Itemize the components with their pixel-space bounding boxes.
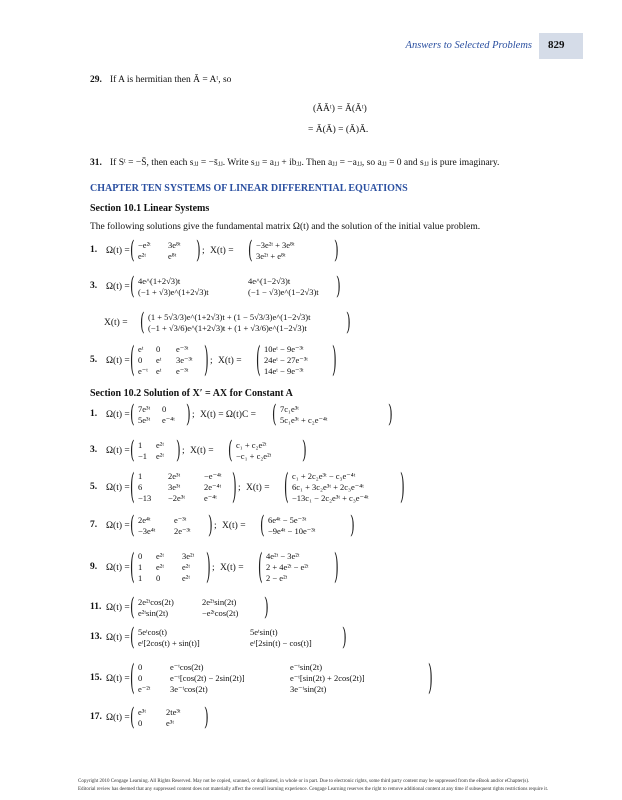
matrix-cell: 5eᵗsin(t) bbox=[250, 627, 278, 637]
matrix-cell: 6e⁴ᵗ − 5e⁻³ᵗ bbox=[268, 515, 307, 525]
matrix-right-paren: ) bbox=[302, 436, 307, 464]
matrix-cell: 2e⁻⁴ᵗ bbox=[204, 482, 222, 492]
matrix-cell: −13 bbox=[138, 493, 152, 503]
problem-number: 3. bbox=[90, 445, 98, 455]
matrix-left-paren: ( bbox=[130, 657, 135, 698]
copyright-line-2: Editorial review has deemed that any suppressed content does not materially affect the overall learning experience. Cengage Learning reserves the right to remove additional content at any time if subsequent rights restrictions require it. bbox=[78, 787, 549, 792]
matrix-cell: 2 − e²ᵗ bbox=[266, 573, 288, 583]
matrix-right-paren: ) bbox=[176, 436, 181, 464]
problem-31-text: If Sᵗ = −S̄, then each sⱼⱼ = −s̄ⱼⱼ. Write sⱼⱼ = aⱼⱼ + ibⱼⱼ. Then aⱼⱼ = −aⱼⱼ, so aⱼⱼ = 0 and sⱼⱼ is pure imaginary. bbox=[110, 158, 500, 168]
matrix-cell: 1 bbox=[138, 562, 143, 572]
matrix-cell: 0 bbox=[138, 718, 143, 728]
matrix-cell: −e²ᵗcos(2t) bbox=[202, 608, 239, 618]
omega-label: Ω(t) = bbox=[106, 355, 130, 366]
matrix-cell: 4e²ᵗ − 3e²ᵗ bbox=[266, 551, 300, 561]
matrix-left-paren: ( bbox=[130, 339, 135, 380]
matrix-cell: 3e⁸ᵗ bbox=[168, 240, 181, 250]
matrix-right-paren: ) bbox=[334, 236, 339, 264]
matrix-cell: 2e³ᵗ bbox=[168, 471, 181, 481]
matrix-cell: e⁻ᵗcos(2t) bbox=[170, 662, 204, 672]
matrix-cell: (−1 + √3/6)e^(1+2√3)t + (1 + √3/6)e^(1−2√3)t bbox=[148, 323, 307, 333]
matrix-right-paren: ) bbox=[336, 272, 341, 300]
chapter-title: CHAPTER TEN SYSTEMS OF LINEAR DIFFERENTIAL EQUATIONS bbox=[90, 183, 408, 194]
problem-29-equation-1: (ĀĀᵗ) = Ā(Āᵗ) bbox=[313, 104, 367, 114]
x-label: X(t) = bbox=[190, 446, 214, 456]
matrix-cell: e⁻⁴ᵗ bbox=[204, 493, 217, 503]
matrix-right-paren: ) bbox=[208, 511, 213, 539]
matrix-cell: c₁ + c₂e²ᵗ bbox=[236, 440, 267, 450]
copyright-line-1: Copyright 2010 Cengage Learning. All Rights Reserved. May not be copied, scanned, or duplicated, in whole or in part. Due to electronic rights, some third party content may be suppressed from the eBook and/or eChapter(s). bbox=[78, 779, 530, 784]
matrix-left-paren: ( bbox=[130, 546, 135, 587]
section-10-2-title: Section 10.2 Solution of X′ = AX for Constant A bbox=[90, 388, 293, 399]
matrix-left-paren: ( bbox=[130, 703, 135, 731]
matrix-left-paren: ( bbox=[272, 400, 277, 428]
separator: ; bbox=[202, 246, 205, 256]
matrix-cell: e²ᵗ bbox=[138, 251, 146, 261]
matrix-cell: 0 bbox=[138, 662, 143, 672]
matrix-cell: 2e²ᵗsin(2t) bbox=[202, 597, 237, 607]
matrix-cell: e⁻²ᵗ bbox=[138, 684, 151, 694]
matrix-cell: eᵗ bbox=[138, 344, 144, 354]
omega-label: Ω(t) = bbox=[106, 482, 130, 493]
matrix-cell: e²ᵗ bbox=[156, 440, 164, 450]
matrix-cell: 6c₁ + 3c₂e³ᵗ + 2c₃e⁻⁴ᵗ bbox=[292, 482, 364, 492]
matrix-right-paren: ) bbox=[204, 703, 209, 731]
matrix-left-paren: ( bbox=[130, 400, 135, 428]
matrix-left-paren: ( bbox=[258, 546, 263, 587]
matrix-cell: eᵗ bbox=[156, 355, 162, 365]
problem-number: 5. bbox=[90, 481, 98, 492]
problem-number: 17. bbox=[90, 712, 102, 722]
matrix-cell: 3e⁻³ᵗ bbox=[176, 355, 193, 365]
section-10-1-title: Section 10.1 Linear Systems bbox=[90, 203, 210, 214]
separator: ; bbox=[212, 562, 215, 573]
page-number: 829 bbox=[548, 39, 565, 51]
matrix-cell: e⁻³ᵗ bbox=[176, 344, 189, 354]
separator: ; bbox=[192, 410, 195, 420]
matrix-right-paren: ) bbox=[428, 657, 433, 698]
matrix-right-paren: ) bbox=[264, 593, 269, 621]
matrix-cell: 1 bbox=[138, 440, 143, 450]
omega-label: Ω(t) = bbox=[106, 603, 130, 613]
matrix-left-paren: ( bbox=[130, 436, 135, 464]
matrix-right-paren: ) bbox=[388, 400, 393, 428]
x-label: X(t) = bbox=[246, 482, 270, 493]
matrix-cell: −3e²ᵗ + 3e⁸ᵗ bbox=[256, 240, 295, 250]
matrix-cell: (1 + 5√3/3)e^(1+2√3)t + (1 − 5√3/3)e^(1−2√3)t bbox=[148, 312, 311, 322]
matrix-cell: eᵗ[2sin(t) − cos(t)] bbox=[250, 638, 312, 648]
x-label: X(t) = bbox=[218, 355, 242, 366]
matrix-cell: 14eᵗ − 9e⁻³ᵗ bbox=[264, 366, 304, 376]
separator: ; bbox=[182, 446, 185, 456]
matrix-cell: −13c₁ − 2c₂e³ᵗ + c₃e⁻⁴ᵗ bbox=[292, 493, 369, 503]
matrix-cell: eᵗ[2cos(t) + sin(t)] bbox=[138, 638, 200, 648]
matrix-cell: −3e⁴ᵗ bbox=[138, 526, 156, 536]
matrix-cell: 2e⁻³ᵗ bbox=[174, 526, 191, 536]
matrix-cell: e²ᵗsin(2t) bbox=[138, 608, 169, 618]
problem-number: 5. bbox=[90, 354, 98, 365]
matrix-left-paren: ( bbox=[130, 272, 135, 300]
matrix-left-paren: ( bbox=[130, 593, 135, 621]
matrix-cell: 0 bbox=[156, 344, 161, 354]
matrix-left-paren: ( bbox=[284, 466, 289, 507]
matrix-left-paren: ( bbox=[130, 466, 135, 507]
matrix-cell: −e⁻⁴ᵗ bbox=[204, 471, 222, 481]
matrix-cell: e⁻ᵗ[cos(2t) − 2sin(2t)] bbox=[170, 673, 245, 683]
matrix-left-paren: ( bbox=[256, 339, 261, 380]
matrix-cell: e²ᵗ bbox=[156, 551, 164, 561]
matrix-cell: 2 + 4e²ᵗ − e²ᵗ bbox=[266, 562, 309, 572]
separator: ; bbox=[238, 482, 241, 493]
matrix-cell: 4e^(1+2√3)t bbox=[138, 276, 181, 286]
omega-label: Ω(t) = bbox=[106, 633, 130, 643]
matrix-cell: 2te³ᵗ bbox=[166, 707, 181, 717]
matrix-cell: e²ᵗ bbox=[156, 562, 164, 572]
matrix-left-paren: ( bbox=[130, 623, 135, 651]
matrix-cell: e⁸ᵗ bbox=[168, 251, 177, 261]
matrix-cell: e³ᵗ bbox=[138, 707, 146, 717]
matrix-cell: 3e⁻ᵗsin(2t) bbox=[290, 684, 327, 694]
x-label: X(t) = bbox=[220, 562, 244, 573]
matrix-cell: e²ᵗ bbox=[182, 573, 190, 583]
matrix-right-paren: ) bbox=[206, 546, 211, 587]
problem-number: 1. bbox=[90, 409, 98, 419]
matrix-right-paren: ) bbox=[232, 466, 237, 507]
matrix-cell: c₁ + 2c₂e³ᵗ − c₃e⁻⁴ᵗ bbox=[292, 471, 356, 481]
matrix-cell: 5c₁e³ᵗ + c₂e⁻⁴ᵗ bbox=[280, 415, 328, 425]
matrix-cell: e³ᵗ bbox=[166, 718, 174, 728]
matrix-cell: −e²ᵗ bbox=[138, 240, 151, 250]
separator: ; bbox=[210, 355, 213, 366]
matrix-cell: 3e³ᵗ bbox=[168, 482, 181, 492]
matrix-cell: e⁻ᵗ bbox=[138, 366, 148, 376]
problem-number: 9. bbox=[90, 561, 98, 572]
x-label: X(t) = bbox=[210, 246, 234, 256]
matrix-right-paren: ) bbox=[346, 308, 351, 336]
matrix-left-paren: ( bbox=[260, 511, 265, 539]
matrix-cell: 0 bbox=[138, 673, 143, 683]
matrix-cell: 5eᵗcos(t) bbox=[138, 627, 168, 637]
omega-label: Ω(t) = bbox=[106, 282, 130, 292]
matrix-cell: (−1 + √3)e^(1+2√3)t bbox=[138, 287, 209, 297]
matrix-cell: e²ᵗ bbox=[182, 562, 190, 572]
matrix-left-paren: ( bbox=[228, 436, 233, 464]
problem-number: 3. bbox=[90, 281, 98, 291]
problem-number: 13. bbox=[90, 632, 102, 642]
x-label: X(t) = bbox=[222, 521, 246, 531]
matrix-cell: eᵗ bbox=[156, 366, 162, 376]
problem-number: 7. bbox=[90, 520, 98, 530]
matrix-cell: 1 bbox=[138, 573, 143, 583]
section-10-1-intro: The following solutions give the fundamental matrix Ω(t) and the solution of the initial value problem. bbox=[90, 222, 481, 232]
problem-number: 15. bbox=[90, 672, 102, 683]
matrix-left-paren: ( bbox=[248, 236, 253, 264]
matrix-cell: 0 bbox=[156, 573, 161, 583]
matrix-cell: 0 bbox=[138, 551, 143, 561]
omega-label: Ω(t) = bbox=[106, 673, 130, 684]
problem-31-number: 31. bbox=[90, 158, 102, 168]
matrix-cell: 3e²ᵗ + e⁸ᵗ bbox=[256, 251, 286, 261]
omega-label: Ω(t) = bbox=[106, 246, 130, 256]
matrix-cell: −9e⁴ᵗ − 10e⁻³ᵗ bbox=[268, 526, 316, 536]
problem-29-equation-2: = Ā(Ā) = (Ā)Ā. bbox=[308, 125, 369, 135]
problem-number: 11. bbox=[90, 602, 102, 612]
matrix-cell: 7c₁e³ᵗ bbox=[280, 404, 299, 414]
matrix-right-paren: ) bbox=[400, 466, 405, 507]
matrix-right-paren: ) bbox=[186, 400, 191, 428]
separator: ; bbox=[214, 521, 217, 531]
matrix-right-paren: ) bbox=[204, 339, 209, 380]
problem-29-number: 29. bbox=[90, 75, 102, 85]
matrix-cell: e⁻ᵗ[sin(2t) + 2cos(2t)] bbox=[290, 673, 365, 683]
matrix-cell: 10eᵗ − 9e⁻³ᵗ bbox=[264, 344, 304, 354]
matrix-cell: 7e³ᵗ bbox=[138, 404, 151, 414]
matrix-cell: 3e⁻ᵗcos(2t) bbox=[170, 684, 208, 694]
matrix-left-paren: ( bbox=[130, 511, 135, 539]
matrix-cell: 5e³ᵗ bbox=[138, 415, 151, 425]
problem-29-text: If A is hermitian then Ā = Aᵗ, so bbox=[110, 75, 232, 85]
omega-label: Ω(t) = bbox=[106, 562, 130, 573]
omega-label: Ω(t) = bbox=[106, 521, 130, 531]
problem-number: 1. bbox=[90, 245, 98, 255]
matrix-cell: 1 bbox=[138, 471, 143, 481]
matrix-cell: 0 bbox=[162, 404, 167, 414]
matrix-right-paren: ) bbox=[332, 339, 337, 380]
matrix-cell: e⁻⁴ᵗ bbox=[162, 415, 175, 425]
matrix-cell: 2e²ᵗcos(2t) bbox=[138, 597, 174, 607]
matrix-right-paren: ) bbox=[196, 236, 201, 264]
matrix-right-paren: ) bbox=[334, 546, 339, 587]
matrix-cell: (−1 − √3)e^(1−2√3)t bbox=[248, 287, 319, 297]
matrix-cell: e⁻³ᵗ bbox=[174, 515, 187, 525]
matrix-cell: −2e³ᵗ bbox=[168, 493, 185, 503]
matrix-cell: 4e^(1−2√3)t bbox=[248, 276, 291, 286]
matrix-cell: e²ᵗ bbox=[156, 451, 164, 461]
matrix-cell: 2e⁴ᵗ bbox=[138, 515, 151, 525]
matrix-cell: 24eᵗ − 27e⁻³ᵗ bbox=[264, 355, 308, 365]
matrix-cell: 0 bbox=[138, 355, 143, 365]
omega-label: Ω(t) = bbox=[106, 446, 130, 456]
matrix-right-paren: ) bbox=[350, 511, 355, 539]
matrix-right-paren: ) bbox=[342, 623, 347, 651]
matrix-cell: 3e²ᵗ bbox=[182, 551, 195, 561]
matrix-cell: 6 bbox=[138, 482, 143, 492]
matrix-left-paren: ( bbox=[130, 236, 135, 264]
x-label: X(t) = Ω(t)C = bbox=[200, 410, 257, 420]
x-label: X(t) = bbox=[104, 318, 128, 328]
omega-label: Ω(t) = bbox=[106, 410, 130, 420]
omega-label: Ω(t) = bbox=[106, 713, 130, 723]
matrix-cell: e⁻ᵗsin(2t) bbox=[290, 662, 323, 672]
matrix-left-paren: ( bbox=[140, 308, 145, 336]
matrix-cell: e⁻³ᵗ bbox=[176, 366, 189, 376]
matrix-cell: −1 bbox=[138, 451, 148, 461]
matrix-cell: −c₁ + c₂e²ᵗ bbox=[236, 451, 272, 461]
running-header: Answers to Selected Problems bbox=[405, 40, 532, 51]
